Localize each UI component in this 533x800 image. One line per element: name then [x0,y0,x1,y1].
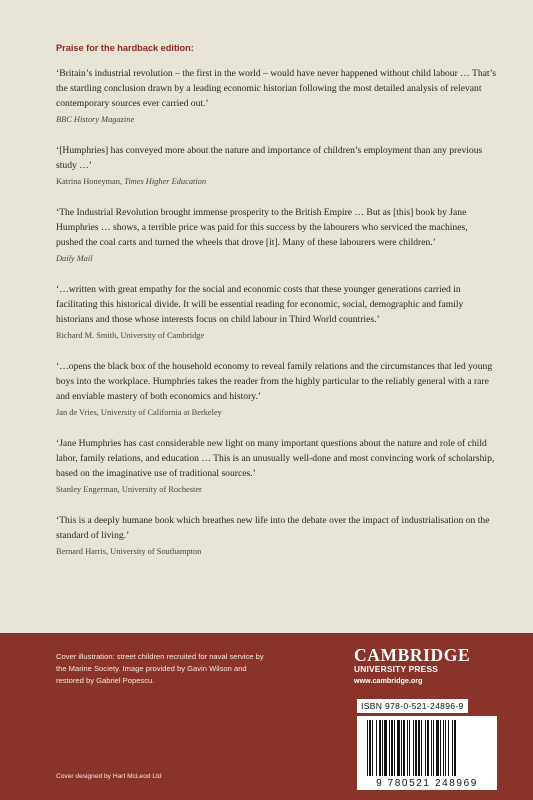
cover-design-credit: Cover designed by Hart McLeod Ltd [56,773,162,780]
quote [56,143,496,188]
praise-heading: Praise for the hardback edition: [56,43,194,53]
barcode-bars-icon [367,720,487,778]
quote [56,436,496,496]
quote-author: Richard M. Smith, University of Cambridge [56,331,205,340]
publisher-name: CAMBRIDGE [354,645,471,665]
quote [56,513,496,558]
publisher-url: www.cambridge.org [354,676,423,685]
publisher-press: UNIVERSITY PRESS [354,664,439,674]
quote [56,282,496,342]
quote-author: Stanley Engerman, University of Rochester [56,485,202,494]
quote-source [56,252,496,265]
quote-author: Jan de Vries, University of California at Berkeley [56,408,222,417]
quote-text: ‘[Humphries] has conveyed more about the nature and importance of children’s employment than any previous study …’ [56,145,483,171]
cover-illustration-credit: Cover illustration: street children recruited for naval service by the Marine Society. Image provided by Gavin Wilson and restored by Gabriel Popescu. [56,652,264,685]
quote-author: Katrina Honeyman, [56,177,125,186]
quote-source [56,406,496,419]
quote-publication: Daily Mail [56,254,93,263]
quote-source [56,483,496,496]
quote-text: ‘Jane Humphries has cast considerable new light on many important questions about the nature and role of child labor, family relations, and education … This is an unusually well-done and most convincing work of scholarship, based on the imaginative use of traditional sources.’ [56,438,495,479]
quote-publication: Times Higher Education [124,177,207,186]
quote [56,66,496,126]
quote-publication: BBC History Magazine [56,115,135,124]
footer-band [0,633,533,800]
praise-section [56,43,496,575]
quote [56,359,496,419]
barcode [357,716,497,790]
quote-source [56,545,496,558]
quote-source [56,329,496,342]
quote-text: ‘This is a deeply humane book which breathes new life into the debate over the impact of industrialisation on the standard of living.’ [56,515,490,541]
quote-source [56,113,496,126]
quote-author: Bernard Harris, University of Southampton [56,547,202,556]
quote-text: ‘The Industrial Revolution brought immense prosperity to the British Empire … But as [this] book by Jane Humphries … shows, a terrible price was paid for this success by the labourers who serviced the machines, pushed the coal carts and turned the wheels that drove [it]. Many of these labourers were children.’ [56,207,468,248]
quote-text: ‘…written with great empathy for the social and economic costs that these younger generations carried in facilitating this historical divide. It will be essential reading for economic, social, demographic and family historians and those whose interests focus on child labour in Third World countries.’ [56,284,464,325]
quote-source [56,175,496,188]
isbn-label: ISBN 978-0-521-24896-9 [357,699,468,713]
quote-text: ‘Britain’s industrial revolution – the first in the world – would have never happened without child labour … That’s the startling conclusion drawn by a leading economic historian following the most detailed analysis of relevant contemporary sources ever carried out.’ [56,68,496,109]
publisher-logo [354,646,504,686]
quote-text: ‘…opens the black box of the household economy to reveal family relations and the circumstances that led young boys into the workplace. Humphries takes the reader from the highly particular to the reliably general with a rare and enviable mastery of both economics and history.’ [56,361,493,402]
barcode-number: 9 780521 248969 [376,778,478,789]
quote [56,205,496,265]
